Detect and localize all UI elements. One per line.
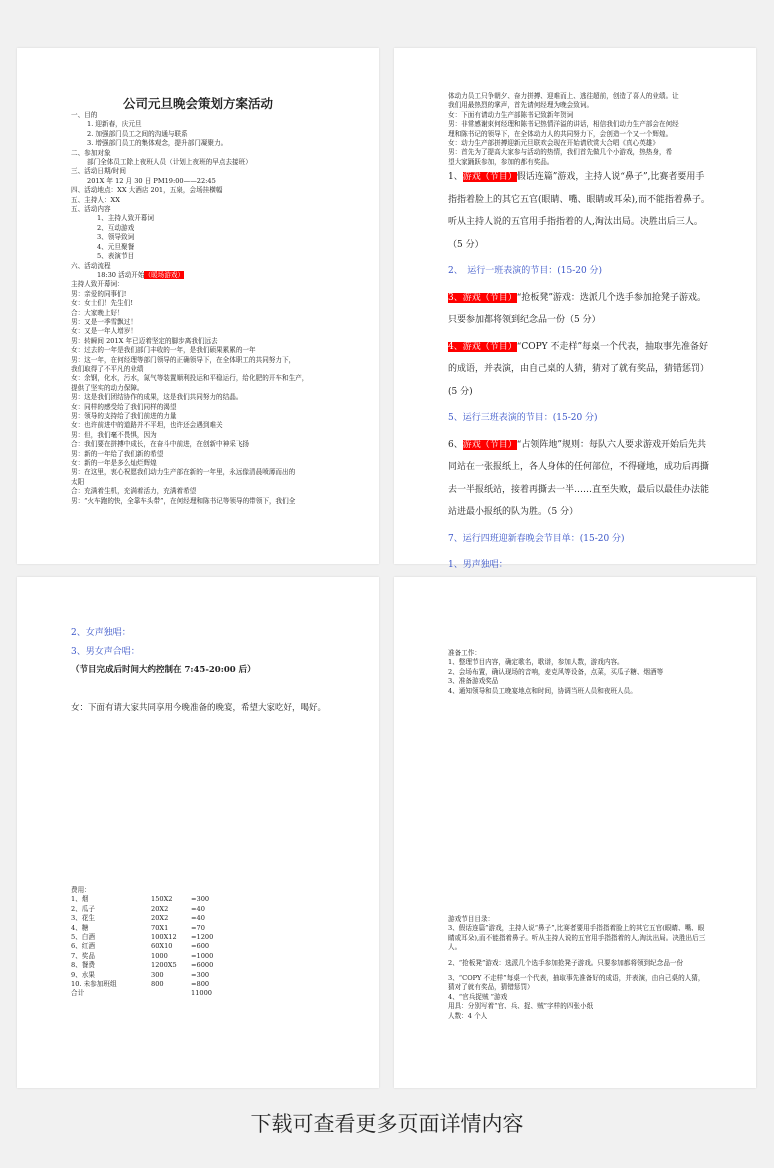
fee-row	[71, 971, 231, 980]
outline-line: 六、活动流程	[71, 261, 111, 270]
outline-line: 201X 年 12 月 30 日 PM19:00——22:45	[87, 176, 216, 185]
outline-line: 三、活动日期/时间	[71, 167, 126, 176]
catalog-item: 4、“官兵捉贼 ”游戏	[448, 992, 508, 1001]
document-title: 公司元旦晚会策划方案活动	[122, 96, 273, 111]
prep-title: 准备工作：	[448, 649, 481, 657]
fee-row	[71, 933, 231, 942]
prep-item: 1、整理节目内容，确定歌名，歌谱，参加人数，游戏内容。	[448, 658, 624, 667]
female-solo: 2、女声独唱：	[71, 628, 131, 638]
catalog-item: 2、“抢板凳”游戏：选派几个选手参加抢凳子游戏。只要参加都将领到纪念品一份	[448, 958, 684, 967]
speech-line: 我们用最热烈的掌声，首先请何经理为晚会致词。	[448, 101, 594, 110]
outline-line: 四、活动地点：XX 大酒店 201，五泉，会场挂横幅	[71, 186, 223, 195]
section-7: 7、运行四班迎新春晚会节目单：(15-20 分)	[448, 533, 625, 544]
fee-item: 7、奖品	[71, 951, 95, 960]
game-1-highlight: 游戏（节目）	[462, 172, 517, 182]
outline-line: 五、活动内容	[71, 205, 111, 214]
fee-item: 1、烟	[71, 895, 89, 904]
game-3-highlight: 3、游戏（节目）	[448, 292, 517, 303]
fee-item: 5、白酒	[71, 933, 95, 942]
outline-line: 部门全体员工除上夜班人员（计划上夜班的早点去接班）	[87, 158, 252, 167]
catalog-item: 3、“COPY 不走样”每桌一个代表，抽取事先准备好的成语，并表演，由自己桌的人猜，猜对了就有奖品，猜错惩罚）	[448, 974, 705, 992]
fee-amount: =800	[191, 980, 210, 989]
outline-line: 二、参加对象	[71, 148, 111, 157]
flow-start-highlight: （暖场游戏）	[144, 270, 185, 279]
speech-line: 合：大家晚上好！	[71, 308, 124, 317]
speech-line: 我们取得了不平凡的业绩	[71, 364, 144, 373]
fee-row	[71, 989, 231, 998]
speech-line: 女：新的一年是多么灿烂辉煌	[71, 459, 157, 468]
catalog-list	[448, 924, 710, 1021]
speech-line: 男：在这里，衷心祝愿我们动力生产部在新的一年里，永远像清晨喷薄而出的	[71, 468, 296, 477]
fee-item: 4、糖	[71, 923, 89, 932]
outline-line: 4、元旦聚餐	[97, 242, 135, 251]
program-list	[448, 166, 710, 581]
speech-line: 女：过去的一年是我们部门丰收的一年，是我们硕果累累的一年	[71, 346, 256, 355]
prep-section	[448, 649, 748, 696]
fee-amount: =1000	[191, 951, 214, 960]
game-4	[448, 336, 710, 404]
speech-line: 合：我们要在拼搏中成长，在奋斗中前进，在创新中神采飞扬	[71, 440, 250, 449]
game-4-highlight: 4、游戏（节目）	[448, 341, 517, 352]
outline-line: 3. 增强部门员工的集体观念，提升部门凝聚力。	[87, 139, 228, 148]
fee-amount: =70	[191, 923, 205, 932]
document-page-2	[394, 48, 756, 570]
fee-amount: =1200	[191, 933, 214, 942]
catalog-item: 用具：分别写着“官、兵、捉、贼”字样的四张小纸	[448, 1002, 594, 1011]
fee-item: 8、餐费	[71, 961, 95, 970]
speech-line: 男：这是我们团结协作的成果，这是我们共同努力的结晶。	[71, 393, 243, 402]
fee-amount: =6000	[191, 961, 214, 970]
fee-quantity: 20X2	[151, 914, 169, 923]
game-6	[448, 434, 710, 524]
speech-line: 提供了坚实的动力保障。	[71, 383, 144, 392]
speech-line: 男：但，我们毫不畏惧，因为	[71, 430, 157, 439]
fee-row	[71, 942, 231, 951]
speech-line: 合：充满着生机，充满着活力，充满着希望	[71, 487, 197, 496]
download-more-link[interactable]: 下载可查看更多页面详情内容	[250, 1112, 524, 1136]
flow-start-line	[71, 271, 371, 280]
fee-row	[71, 914, 231, 923]
game-6-text: “占领阵地”规则：每队六人要求游戏开始后先共同站在一张报纸上，各人身体的任何部位，不得碰地，成功后再撕去一半报纸站，接着再撕去一半……直至失败，最后以最佳办法能站进最小报纸的队为胜。（5 分）	[448, 439, 710, 517]
game-4-text: “COPY 不走样”每桌一个代表，抽取事先准备好的成语，并表演，由自己桌的人猜，猜对了就有奖品，猜错惩罚）(5 分)	[448, 341, 710, 397]
fee-amount: =300	[191, 895, 210, 904]
fee-quantity: 1200X5	[151, 961, 177, 970]
game-6-highlight: 游戏（节目）	[462, 439, 517, 450]
speech-line: 男：非常感谢束何经理和陈书记热情洋溢的讲话，相信我们动力生产部会在何经	[448, 120, 679, 129]
opening-speech	[71, 280, 371, 506]
speech-line: 男：亲爱的同事们!	[71, 289, 127, 298]
fee-row	[71, 895, 231, 904]
page1-body	[71, 111, 371, 506]
plan-outline	[71, 111, 371, 271]
fee-amount: =300	[191, 970, 210, 979]
speech-line: 男：转瞬间 201X 年已迈着坚定的脚步离我们远去	[71, 336, 218, 345]
fees-rows	[71, 895, 231, 998]
time-note: （节目完成后时间大约控制在 7:45-20:00 后）	[71, 665, 256, 675]
speech-line: 男：新的一年给了我们新的希望	[71, 449, 164, 458]
fee-quantity: 150X2	[151, 895, 173, 904]
fee-row	[71, 980, 231, 989]
fee-quantity	[151, 989, 191, 998]
speech-continued	[448, 92, 744, 167]
fee-item: 2、瓜子	[71, 904, 95, 913]
speech-line: 男：“火车跑的快，全靠车头带”，在何经理和陈书记等领导的带领下，我们全	[71, 496, 296, 505]
fee-amount: =600	[191, 942, 210, 951]
section-5: 5、运行三班表演的节目：(15-20 分)	[448, 413, 598, 423]
speech-line: 望大家踊跃参加，参加的都有奖品。	[448, 157, 554, 166]
outline-line: 3、领导致词	[97, 233, 135, 242]
speech-line: 男：领导的支持给了我们前进的力量	[71, 412, 177, 420]
catalog-item: 3、假话连篇”游戏，主持人说“鼻子”,比赛者要用手指指着脸上的其它五官(眼睛、嘴、眼睛或耳朵),而不能指着鼻子。听从主持人说的五官用手指指着的人,淘汰出局。决胜出后三人。	[448, 924, 706, 952]
outline-line: 2. 加强部门员工之间的沟通与联系	[87, 129, 188, 138]
speech-line: 理和陈书记的领导下，在全体动力人的共同努力下，会创造一个又一个辉煌。	[448, 129, 673, 138]
section-2: 2、 运行一班表演的节目：(15-20 分)	[448, 266, 603, 276]
speech-line: 女：下面有请动力生产部陈书记致新年贺词	[448, 110, 574, 119]
speech-line: 主持人致开幕词：	[71, 280, 124, 289]
prep-item: 4、通知领导和员工晚宴地点和时间，协调当班人员和夜班人员。	[448, 686, 637, 695]
speech-line: 男：这一年，在何经理等部门领导的正确领导下，在全体职工的共同努力下，	[71, 355, 296, 364]
speech-line: 女：动力生产部拼搏迎新元旦联欢会现在开始请欣赏大合唱《真心英雄》	[448, 139, 659, 148]
fee-quantity: 300	[151, 970, 164, 979]
game-1-text: 假话连篇”游戏，主持人说“鼻子”,比赛者要用手指指着脸上的其它五官(眼睛、嘴、眼睛或耳朵),而不能指着鼻子。听从主持人说的五官用手指指着的人,淘汰出局。决胜出后三人。（5 分）	[448, 172, 710, 250]
game-1-number: 1、	[448, 172, 463, 182]
fee-quantity: 60X10	[151, 942, 173, 951]
fee-amount: =40	[191, 904, 205, 913]
outline-line: 一、目的	[71, 111, 98, 119]
duet: 3、男女声合唱：	[71, 647, 140, 657]
fees-title: 费用：	[71, 886, 91, 894]
speech-line: 女：也许前进中的道路并不平坦，也许还会遇到难关	[71, 421, 223, 430]
fee-quantity: 800	[151, 980, 164, 989]
speech-line: 体动力员工只争朝夕、奋力拼搏、迎难而上、逃往超前，创造了喜人的业绩。让	[448, 92, 679, 100]
fee-amount: 11000	[191, 989, 212, 998]
speech-line: 太阳	[71, 477, 85, 486]
game-3	[448, 287, 710, 332]
fee-quantity: 70X1	[151, 923, 169, 932]
fee-quantity: 1000	[151, 951, 168, 960]
prep-item: 2、会场布置，确认现场的音响，麦克风等设备，点菜，买瓜子糖、烟酒等	[448, 667, 664, 676]
document-page-3	[17, 577, 379, 1088]
fee-row	[71, 924, 231, 933]
section-8: 1、男声独唱：	[448, 560, 508, 570]
speech-line: 男：又是一季雪飘过！	[71, 317, 137, 326]
outline-line: 2、互动游戏	[97, 223, 135, 232]
fee-item: 9、水果	[71, 970, 95, 979]
closing-line: 女：下面有请大家共同享用今晚准备的晚宴，希望大家吃好，喝好。	[71, 703, 327, 713]
document-page-1	[17, 48, 379, 564]
game-6-number: 6、	[448, 439, 463, 450]
fees-table	[71, 886, 231, 999]
speech-line: 女：余钢，化水，污水，氮气等装置顺利投运和平稳运行，给化肥的开车和生产，	[71, 374, 309, 383]
speech-line: 男：首先为了提高大家参与活动的热情，我们首先做几个小游戏，热热身，希	[448, 148, 673, 157]
catalog-item: 人数：4 个人	[448, 1011, 488, 1020]
fee-row	[71, 961, 231, 970]
outline-line: 5、表演节目	[97, 252, 135, 261]
speech-line: 女：女士们！先生们!	[71, 299, 133, 308]
catalog-title: 游戏节目目录：	[448, 915, 495, 923]
prep-list	[448, 658, 748, 696]
speech-line: 女：又是一年人增岁！	[71, 327, 137, 336]
game-catalog	[448, 915, 710, 1021]
flow-start-text: 18:30 活动开始	[97, 270, 145, 279]
fee-row	[71, 952, 231, 961]
document-page-4	[394, 577, 756, 1088]
fee-item: 合计	[71, 989, 85, 998]
fee-row	[71, 905, 231, 914]
outline-line: 五、主持人：XX	[71, 195, 120, 204]
fee-item: 3、花生	[71, 914, 95, 923]
fee-item: 6、红酒	[71, 942, 95, 951]
game-1	[448, 166, 710, 256]
fee-quantity: 100X12	[151, 933, 177, 942]
fee-item: 10. 未参加班组	[71, 980, 117, 989]
fee-amount: =40	[191, 914, 205, 923]
speech-line: 女：同样的感受给了我们同样的渴望	[71, 402, 177, 411]
game-3-text: “抢板凳”游戏：选派几个选手参加抢凳子游戏。只要参加都将领到纪念品一份（5 分）	[448, 292, 706, 325]
outline-line: 1、主持人致开幕词	[97, 214, 154, 223]
fee-quantity: 20X2	[151, 904, 169, 913]
outline-line: 1. 迎新春，庆元旦	[87, 120, 142, 129]
prep-item: 3、准备游戏奖品	[448, 677, 499, 686]
